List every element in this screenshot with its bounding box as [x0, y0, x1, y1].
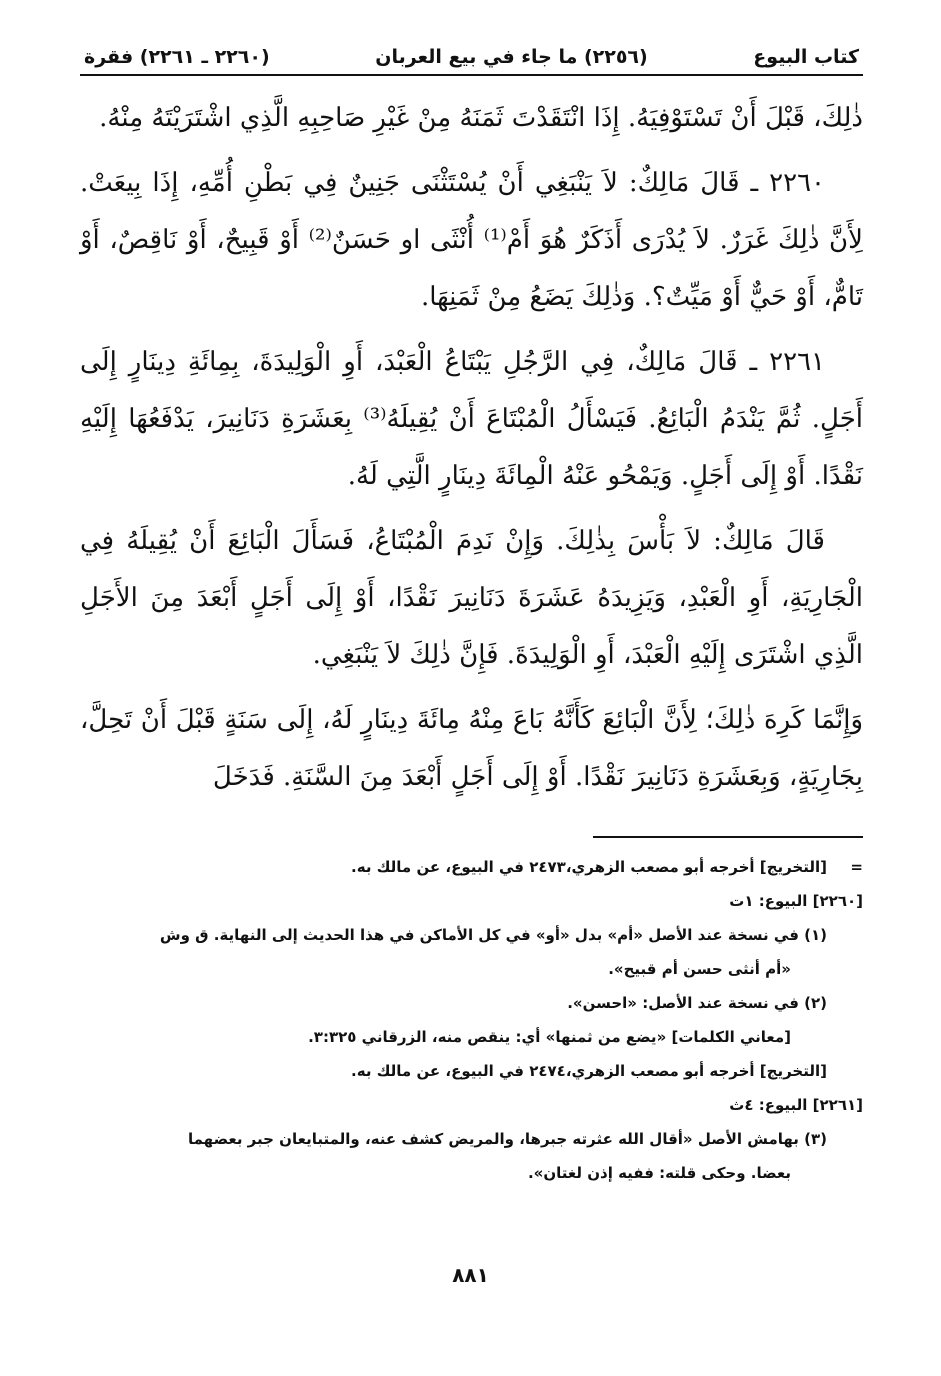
footnote-1: (١) في نسخة عند الأصل «أم» بدل «أو» في كل الأماكن في هذا الحديث إلى النهاية. ق وش — [159, 926, 827, 944]
footnote-divider — [593, 836, 863, 838]
paragraph-continuation: ذٰلِكَ، قَبْلَ أَنْ تَسْتَوْفِيَهُ. إِذَا انْتَقَدْتَ ثَمَنَهُ مِنْ غَيْرِ صَاحِبِهِ الَّذِي اشْتَرَيْتَهُ مِنْهُ. — [99, 103, 863, 133]
continuation-marker: = — [850, 858, 863, 876]
reference-2261: [٢٢٦١] البيوع: ٤ث — [729, 1096, 863, 1114]
main-text — [80, 90, 863, 806]
paragraph-2261: ٢٢٦١ ـ قَالَ مَالِكٌ، فِي الرَّجُلِ يَبْتَاعُ الْعَبْدَ، أَوِ الْوَلِيدَةَ، بِمِائَةِ دِينَارٍ إِلَى أَجَلٍ. ثُمَّ يَنْدَمُ الْبَائِعُ. فَيَسْأَلُ الْمُبْتَاعَ أَنْ يُقِيلَهُ⁽³⁾ بِعَشَرَةِ دَنَانِيرَ، يَدْفَعُهَا إِلَيْهِ نَقْدًا. أَوْ إِلَى أَجَلٍ. وَيَمْحُو عَنْهُ الْمِائَةَ دِينَارٍ الَّتِي لَهُ. — [80, 347, 863, 491]
paragraph-explanation: وَإِنَّمَا كَرِهَ ذٰلِكَ؛ لِأَنَّ الْبَائِعَ كَأَنَّهُ بَاعَ مِنْهُ مِائَةَ دِينَارٍ لَهُ، إِلَى سَنَةٍ قَبْلَ أَنْ تَحِلَّ، بِجَارِيَةٍ، وَبِعَشَرَةِ دَنَانِيرَ نَقْدًا. أَوْ إِلَى أَجَلٍ أَبْعَدَ مِنَ السَّنَةِ. فَدَخَلَ — [80, 705, 863, 792]
footnote-2: (٢) في نسخة عند الأصل: «احسن». — [567, 994, 827, 1012]
running-header — [80, 42, 863, 74]
paragraph-range: (٢٢٦٠ ـ ٢٢٦١) فقرة — [84, 46, 270, 68]
reference-2260: [٢٢٦٠] البيوع: ١ت — [729, 892, 863, 910]
paragraph-2260: ٢٢٦٠ ـ قَالَ مَالِكٌ: لاَ يَنْبَغِي أَنْ يُسْتَثْنَى جَنِينٌ فِي بَطْنِ أُمِّهِ، إِذَا بِيعَتْ. لِأَنَّ ذٰلِكَ غَرَرٌ. لاَ يُدْرَى أَذَكَرٌ هُوَ أَمْ⁽¹⁾ أُنْثَى او حَسَنٌ⁽²⁾ أَوْ قَبِيحٌ، أَوْ نَاقِصٌ، أَوْ تَامٌّ، أَوْ حَيٌّ أَوْ مَيِّتٌ؟. وَذٰلِكَ يَضَعُ مِنْ ثَمَنِهَا. — [80, 168, 863, 312]
header-rule — [80, 74, 863, 76]
footnote-3-continuation: بعضا. وحكى قلته: ففيه إذن لغتان». — [527, 1164, 791, 1182]
book-title: كتاب البيوع — [753, 46, 859, 68]
paragraph-malik-opinion: قَالَ مَالِكٌ: لاَ بَأْسَ بِذٰلِكَ. وَإِنْ نَدِمَ الْمُبْتَاعُ، فَسَأَلَ الْبَائِعَ أَنْ يُقِيلَهُ فِي الْجَارِيَةِ، أَوِ الْعَبْدِ، وَيَزِيدَهُ عَشَرَةَ دَنَانِيرَ نَقْدًا، أَوْ إِلَى أَجَلٍ أَبْعَدَ مِنَ الأَجَلِ الَّذِي اشْتَرَى إِلَيْهِ الْعَبْدَ، أَوِ الْوَلِيدَةَ. فَإِنَّ ذٰلِكَ لاَ يَنْبَغِي. — [80, 526, 863, 670]
chapter-title: (٢٢٥٦) ما جاء في بيع العربان — [375, 46, 648, 68]
footnotes — [80, 850, 863, 1190]
takhrij-note-2: [التخريج] أخرجه أبو مصعب الزهري،٢٤٧٤ في البيوع، عن مالك به. — [351, 1062, 827, 1080]
page-number: ٨٨١ — [452, 1263, 489, 1287]
footnote-1-continuation: «أم أنثى حسن أم قبيح». — [608, 960, 791, 978]
vocabulary-note: [معاني الكلمات] «يضع من ثمنها» أي: ينقص منه، الزرقاني ٣:٣٢٥. — [308, 1028, 791, 1046]
footnote-3: (٣) بهامش الأصل «أقال الله عثرته جبرها، والمريض كشف عنه، والمتبايعان جبر بعضهما — [187, 1130, 827, 1148]
takhrij-note-1: =[التخريج] أخرجه أبو مصعب الزهري،٢٤٧٣ في البيوع، عن مالك به. — [80, 850, 863, 884]
